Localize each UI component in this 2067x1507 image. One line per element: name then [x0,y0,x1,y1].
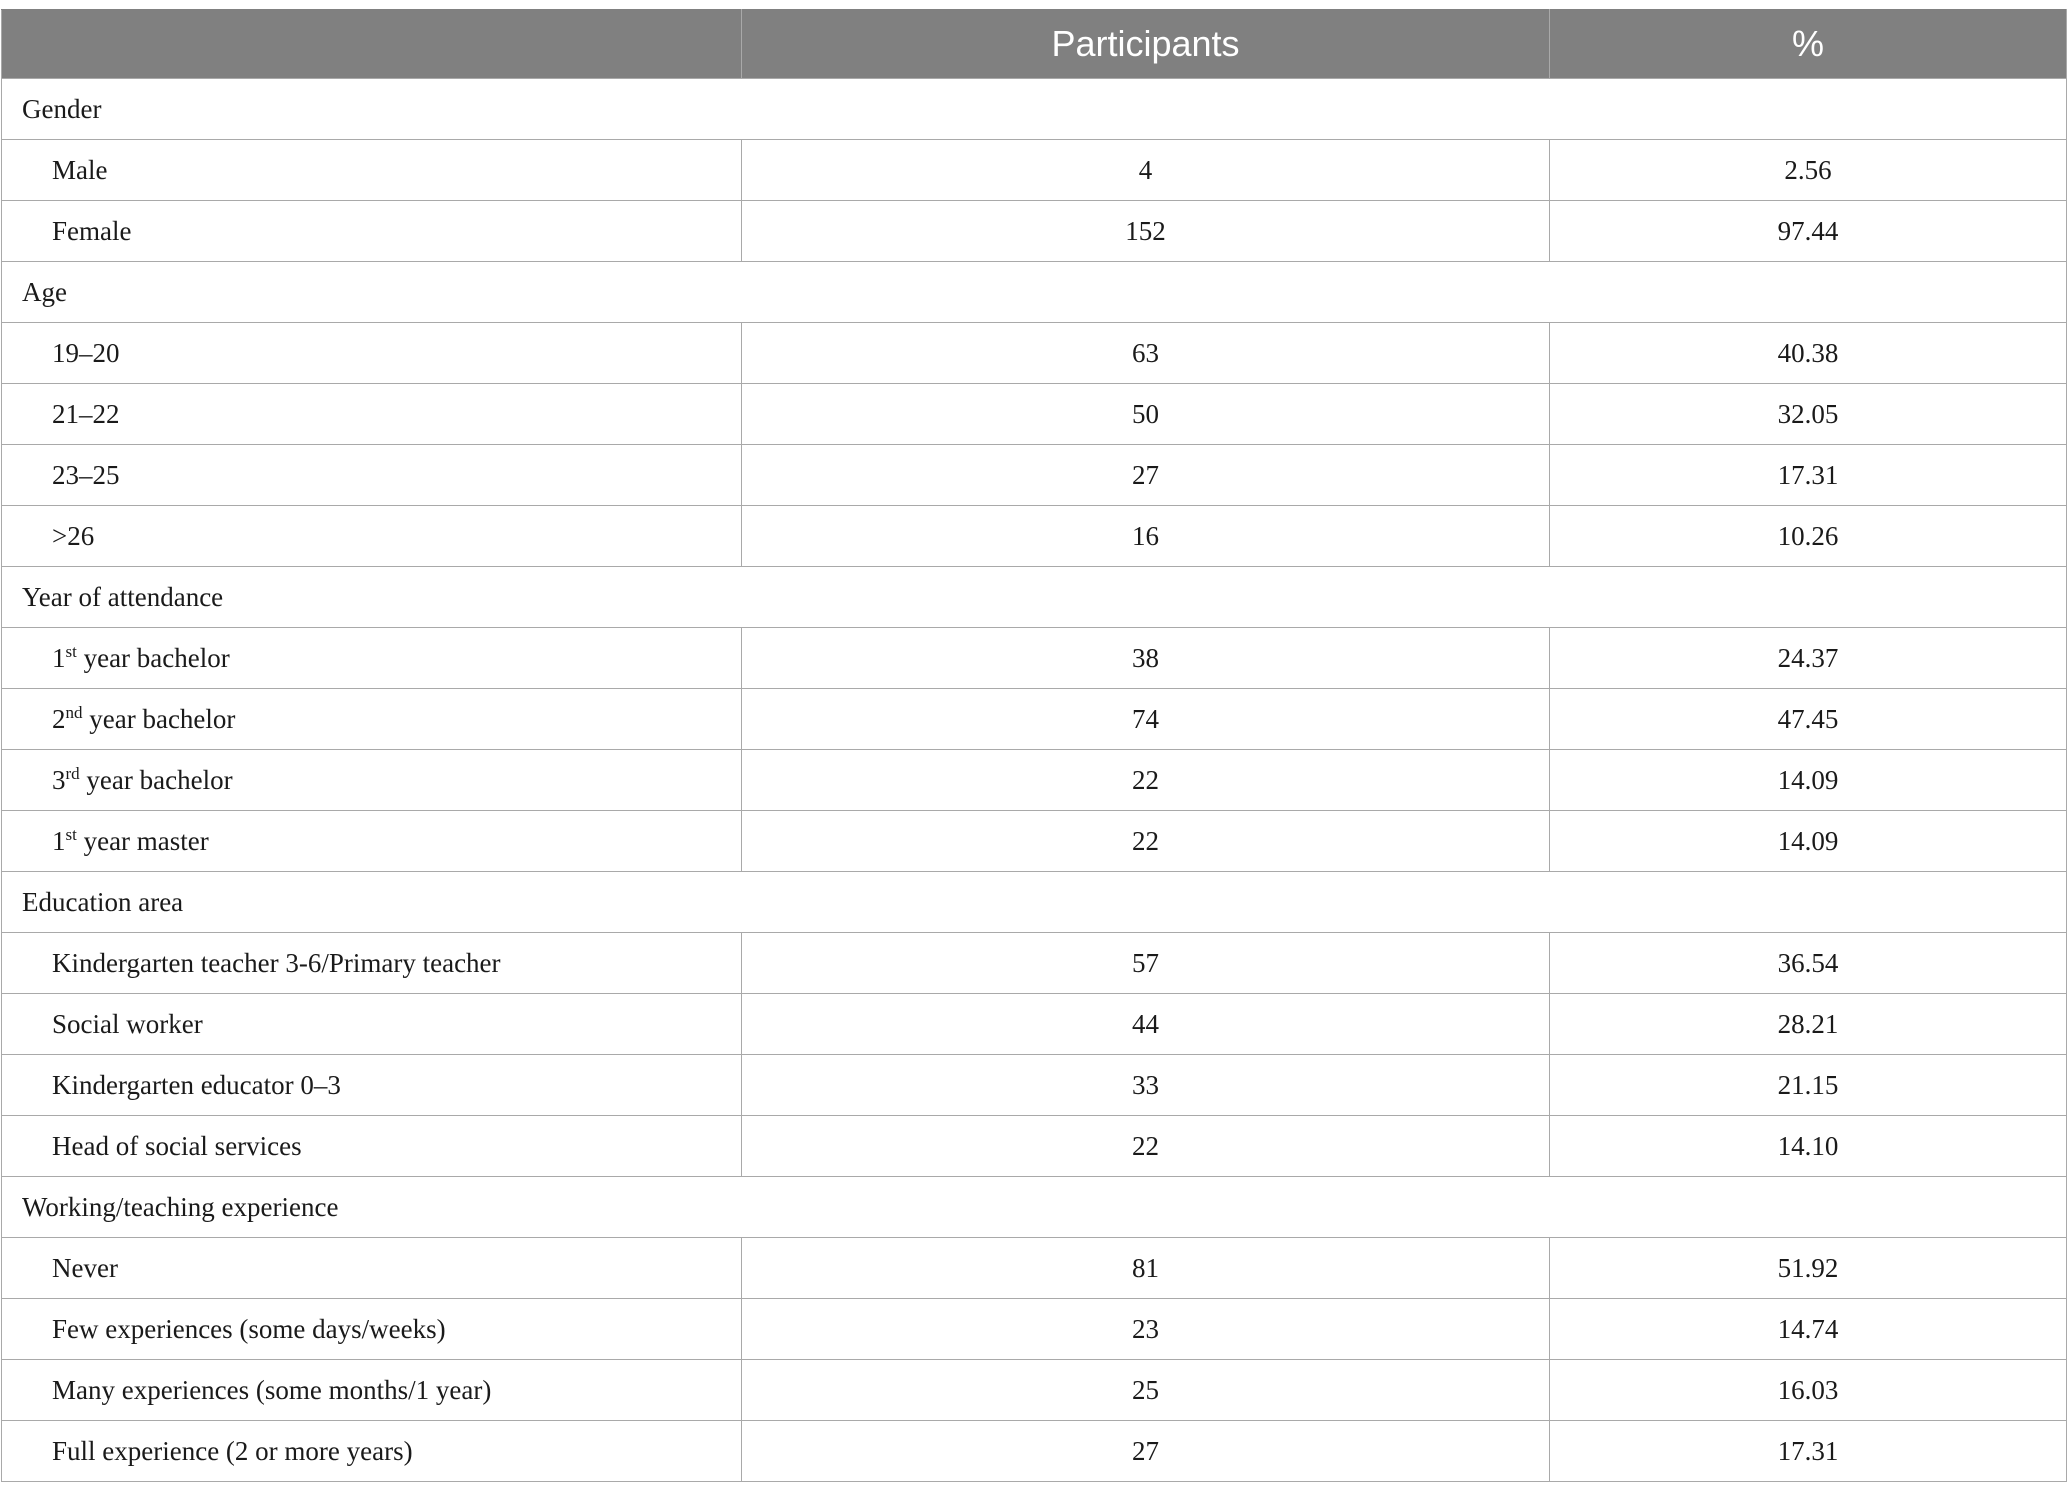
participants-cell: 57 [742,933,1550,994]
row-label: Few experiences (some days/weeks) [2,1299,742,1360]
table-row [2,689,2067,750]
section-label: Year of attendance [2,567,2067,628]
percent-cell: 32.05 [1550,384,2067,445]
participants-cell: 44 [742,994,1550,1055]
row-label: Kindergarten teacher 3-6/Primary teacher [2,933,742,994]
row-label: Male [2,140,742,201]
table-row [2,811,2067,872]
participants-cell: 23 [742,1299,1550,1360]
table-row [2,140,2067,201]
table-row [2,1238,2067,1299]
row-label [2,811,742,872]
section-row-year-of-attendance [2,567,2067,628]
row-label: Many experiences (some months/1 year) [2,1360,742,1421]
header-cell-percent: % [1550,10,2067,79]
percent-cell: 36.54 [1550,933,2067,994]
row-label [2,750,742,811]
table-row [2,384,2067,445]
table-header [2,10,2067,79]
percent-cell: 51.92 [1550,1238,2067,1299]
percent-cell: 21.15 [1550,1055,2067,1116]
row-label [2,689,742,750]
participants-cell: 4 [742,140,1550,201]
percent-cell: 2.56 [1550,140,2067,201]
row-label-number: 2 [52,703,66,734]
participants-cell: 27 [742,1421,1550,1482]
participants-cell: 33 [742,1055,1550,1116]
table-row [2,506,2067,567]
percent-cell: 10.26 [1550,506,2067,567]
percent-cell: 40.38 [1550,323,2067,384]
participants-cell: 152 [742,201,1550,262]
section-label: Education area [2,872,2067,933]
row-label-number: 1 [52,825,66,856]
section-row-gender [2,79,2067,140]
table-row [2,1299,2067,1360]
header-row [2,10,2067,79]
row-label: Female [2,201,742,262]
percent-cell: 14.74 [1550,1299,2067,1360]
row-label-text: year bachelor [79,764,233,795]
demographics-table [1,9,2067,1482]
percent-cell: 24.37 [1550,628,2067,689]
row-label: Full experience (2 or more years) [2,1421,742,1482]
percent-cell: 14.09 [1550,811,2067,872]
row-label: Never [2,1238,742,1299]
row-label [2,628,742,689]
percent-cell: 28.21 [1550,994,2067,1055]
row-label-text: year bachelor [82,703,236,734]
participants-cell: 27 [742,445,1550,506]
table-row [2,628,2067,689]
table-row [2,933,2067,994]
table-row [2,1360,2067,1421]
table-row [2,1055,2067,1116]
section-row-education-area [2,872,2067,933]
percent-cell: 97.44 [1550,201,2067,262]
section-label: Age [2,262,2067,323]
table-row [2,1116,2067,1177]
row-label-text: year master [76,825,209,856]
header-cell-participants: Participants [742,10,1550,79]
section-label: Working/teaching experience [2,1177,2067,1238]
row-label-number: 3 [52,764,66,795]
row-label-ordinal-suffix: st [65,641,77,661]
row-label: >26 [2,506,742,567]
header-cell-category [2,10,742,79]
row-label-number: 1 [52,642,66,673]
participants-cell: 63 [742,323,1550,384]
row-label: 19–20 [2,323,742,384]
row-label: 23–25 [2,445,742,506]
percent-cell: 14.09 [1550,750,2067,811]
table-row [2,750,2067,811]
participants-cell: 25 [742,1360,1550,1421]
table-row [2,201,2067,262]
participants-cell: 16 [742,506,1550,567]
row-label: 21–22 [2,384,742,445]
participants-cell: 22 [742,1116,1550,1177]
percent-cell: 16.03 [1550,1360,2067,1421]
table-row [2,323,2067,384]
participants-cell: 22 [742,750,1550,811]
row-label: Social worker [2,994,742,1055]
section-row-age [2,262,2067,323]
participants-cell: 38 [742,628,1550,689]
table-row [2,445,2067,506]
row-label-ordinal-suffix: nd [65,702,83,722]
percent-cell: 17.31 [1550,1421,2067,1482]
participants-cell: 50 [742,384,1550,445]
row-label-ordinal-suffix: st [65,824,77,844]
row-label: Kindergarten educator 0–3 [2,1055,742,1116]
participants-cell: 81 [742,1238,1550,1299]
participants-cell: 74 [742,689,1550,750]
section-label: Gender [2,79,2067,140]
percent-cell: 17.31 [1550,445,2067,506]
percent-cell: 47.45 [1550,689,2067,750]
row-label-text: year bachelor [76,642,230,673]
percent-cell: 14.10 [1550,1116,2067,1177]
table-row [2,994,2067,1055]
section-row-working-teaching-experience [2,1177,2067,1238]
row-label: Head of social services [2,1116,742,1177]
participants-cell: 22 [742,811,1550,872]
table-row [2,1421,2067,1482]
row-label-ordinal-suffix: rd [65,763,80,783]
